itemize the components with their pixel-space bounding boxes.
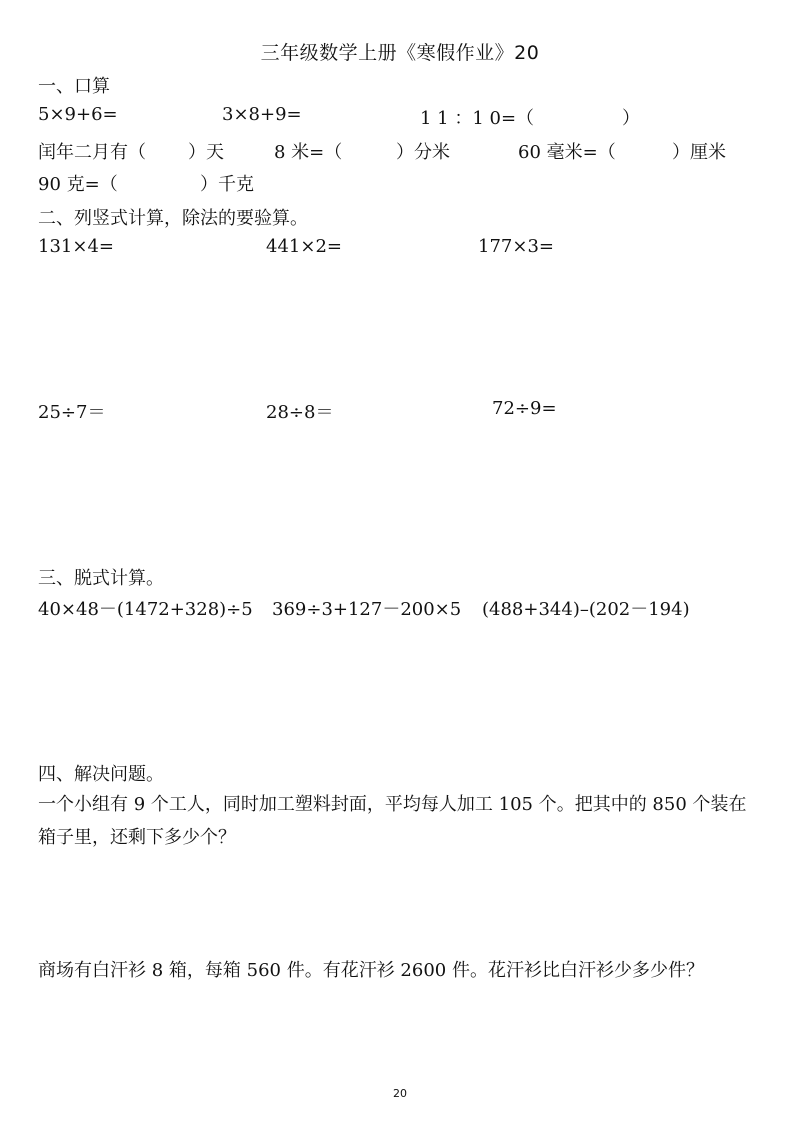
unit-item: ）千克	[200, 174, 254, 195]
word-problem-1-line-2: 箱子里，还剩下多少个？	[38, 827, 236, 848]
vertical-calc-item: 131×4=	[38, 236, 114, 257]
word-problem-2: 商场有白汗衫 8 箱，每箱 560 件。有花汗衫 2600 件。花汗衫比白汗衫少多少件？	[38, 960, 704, 981]
word-problem-1-line-1: 一个小组有 9 个工人，同时加工塑料封面，平均每人加工 105 个。把其中的 850 个装在	[38, 794, 747, 815]
vertical-calc-item: 177×3=	[478, 236, 554, 257]
unit-item: 90 克=（	[38, 174, 118, 195]
stepwise-calc-item: 369÷3+127－200×5	[272, 599, 462, 620]
vertical-calc-item: 72÷9=	[492, 398, 557, 419]
section-3-heading: 三、脱式计算。	[38, 568, 164, 589]
unit-item: ）天	[188, 142, 224, 163]
oral-calc-item: 1 1 ：1 0=（	[420, 108, 535, 129]
section-2-heading: 二、列竖式计算，除法的要验算。	[38, 208, 308, 229]
vertical-calc-item: 25÷7＝	[38, 402, 106, 423]
section-1-heading: 一、口算	[38, 76, 110, 97]
vertical-calc-item: 28÷8＝	[266, 402, 334, 423]
vertical-calc-item: 441×2=	[266, 236, 342, 257]
answer-bracket-close: ）	[622, 108, 640, 129]
section-4-heading: 四、解决问题。	[38, 764, 164, 785]
unit-item: 闰年二月有（	[38, 142, 146, 163]
unit-item: ）分米	[396, 142, 450, 163]
worksheet-title: 三年级数学上册《寒假作业》20	[260, 42, 540, 64]
stepwise-calc-item: 40×48－(1472+328)÷5	[38, 599, 253, 620]
stepwise-calc-item: (488+344)–(202－194)	[482, 599, 690, 620]
unit-item: 60 毫米=（	[518, 142, 616, 163]
oral-calc-item: 3×8+9=	[222, 104, 302, 125]
unit-item: ）厘米	[672, 142, 726, 163]
page-number: 20	[393, 1087, 407, 1100]
oral-calc-item: 5×9+6=	[38, 104, 118, 125]
unit-item: 8 米=（	[274, 142, 343, 163]
